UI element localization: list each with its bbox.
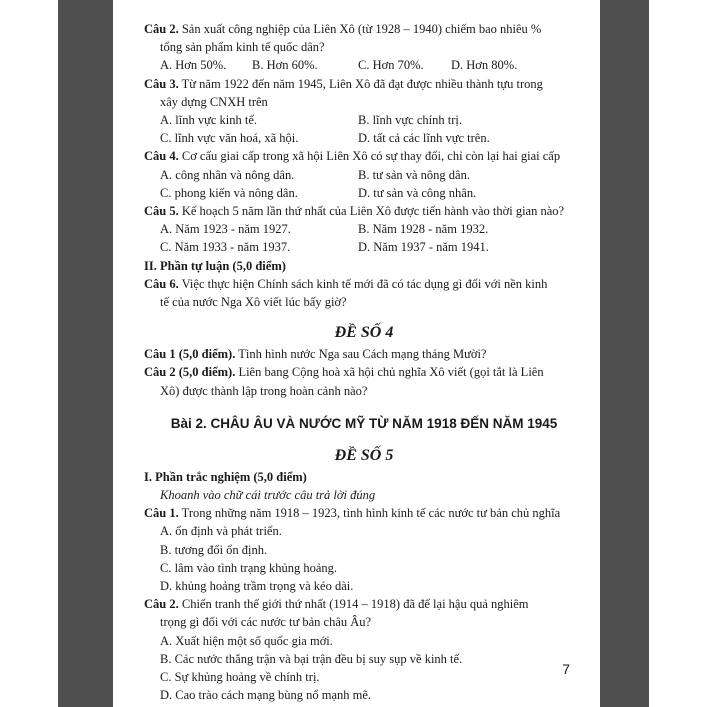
option-c: C. lâm vào tình trạng khủng hoảng. <box>160 560 338 575</box>
option-a: A. công nhân và nông dân. <box>160 167 295 182</box>
part-1-heading: I. Phần trắc nghiệm (5,0 điểm) <box>144 469 307 484</box>
book-page <box>113 0 600 707</box>
question-4: Câu 4. Cơ cấu giai cấp trong xã hội Liên Xô có sự thay đổi, chỉ còn lại hai giai cấp <box>144 149 561 164</box>
exam-5-question-2-continued: trọng gì đối với các nước tư bản châu Âu? <box>160 615 372 630</box>
question-3: Câu 3. Từ năm 1922 đến năm 1945, Liên Xô đã đạt được nhiều thành tựu trong <box>144 76 543 91</box>
part-2-heading: II. Phần tự luận (5,0 điểm) <box>144 258 286 273</box>
option-c: C. lĩnh vực văn hoá, xã hội. <box>160 131 299 146</box>
question-5: Câu 5. Kế hoạch 5 năm lần thứ nhất của Liên Xô được tiến hành vào thời gian nào? <box>144 203 565 218</box>
question-2: Câu 2. Sản xuất công nghiệp của Liên Xô (từ 1928 – 1940) chiếm bao nhiêu % <box>144 22 542 36</box>
question-2-options <box>144 56 584 74</box>
option-b: B. lĩnh vực chính trị. <box>358 113 462 127</box>
question-2-continued: tổng sản phẩm kinh tế quốc dân? <box>160 40 325 55</box>
exam-4-question-1: Câu 1 (5,0 điểm). Tình hình nước Nga sau Cách mạng tháng Mười? <box>144 347 487 362</box>
option-d: D. Hơn 80%. <box>451 58 518 73</box>
option-a: A. lĩnh vực kinh tế. <box>160 113 258 127</box>
exam-5-question-1: Câu 1. Trong những năm 1918 – 1923, tình hình kinh tế các nước tư bản chủ nghĩa <box>144 506 561 521</box>
option-b: B. Năm 1928 - năm 1932. <box>358 222 489 237</box>
option-c: C. phong kiến và nông dân. <box>160 185 298 200</box>
option-a: A. ổn định và phát triển. <box>160 524 282 539</box>
option-a: A. Xuất hiện một số quốc gia mới. <box>160 633 333 648</box>
option-d: D. tư sản và công nhân. <box>358 185 477 200</box>
option-a: A. Hơn 50%. <box>160 58 227 73</box>
option-b: B. tư sản và nông dân. <box>358 167 470 182</box>
question-4-options-ab <box>144 166 584 184</box>
page-number: 7 <box>562 661 570 677</box>
exam-4-question-2: Câu 2 (5,0 điểm). Liên bang Cộng hoà xã hội chủ nghĩa Xô viết (gọi tắt là Liên <box>144 365 544 380</box>
exam-4-title: ĐỀ SỐ 4 <box>334 324 394 342</box>
question-5-options-ab <box>144 220 584 238</box>
question-4-options-cd <box>144 184 584 202</box>
option-d: D. Năm 1937 - năm 1941. <box>358 240 489 255</box>
option-b: B. Hơn 60%. <box>252 58 318 73</box>
option-c: C. Năm 1933 - năm 1937. <box>160 240 291 255</box>
question-6-continued: tế của nước Nga Xô viết lúc bấy giờ? <box>160 294 347 309</box>
question-3-continued: xây dựng CNXH trên <box>160 94 268 109</box>
question-3-options-ab <box>144 111 584 129</box>
option-b: B. tương đối ổn định. <box>160 542 268 557</box>
option-d: D. Cao trào cách mạng bùng nổ mạnh mẽ. <box>160 688 372 703</box>
option-b: B. Các nước thắng trận và bại trận đều bị suy sụp về kinh tế. <box>160 651 463 666</box>
question-3-options-cd <box>144 129 584 147</box>
question-5-options-cd <box>144 238 584 256</box>
instruction: Khoanh vào chữ cái trước câu trả lời đúng <box>160 487 376 502</box>
option-d: D. tất cả các lĩnh vực trên. <box>358 131 490 146</box>
option-a: A. Năm 1923 - năm 1927. <box>160 222 291 237</box>
exam-5-title: ĐỀ SỐ 5 <box>334 446 394 464</box>
page-content <box>144 20 584 704</box>
question-6: Câu 6. Việc thực hiện Chính sách kinh tế mới đã có tác dụng gì đối với nền kinh <box>144 276 548 291</box>
option-c: C. Hơn 70%. <box>358 58 424 73</box>
exam-4-question-2-continued: Xô) được thành lập trong hoàn cảnh nào? <box>160 383 368 398</box>
option-d: D. khủng hoảng trầm trọng và kéo dài. <box>160 578 354 593</box>
option-c: C. Sự khủng hoảng về chính trị. <box>160 669 320 684</box>
lesson-title: Bài 2. CHÂU ÂU VÀ NƯỚC MỸ TỪ NĂM 1918 ĐẾN NĂM 1945 <box>170 415 558 431</box>
exam-5-question-2: Câu 2. Chiến tranh thế giới thứ nhất (1914 – 1918) đã để lại hậu quả nghiêm <box>144 597 529 612</box>
